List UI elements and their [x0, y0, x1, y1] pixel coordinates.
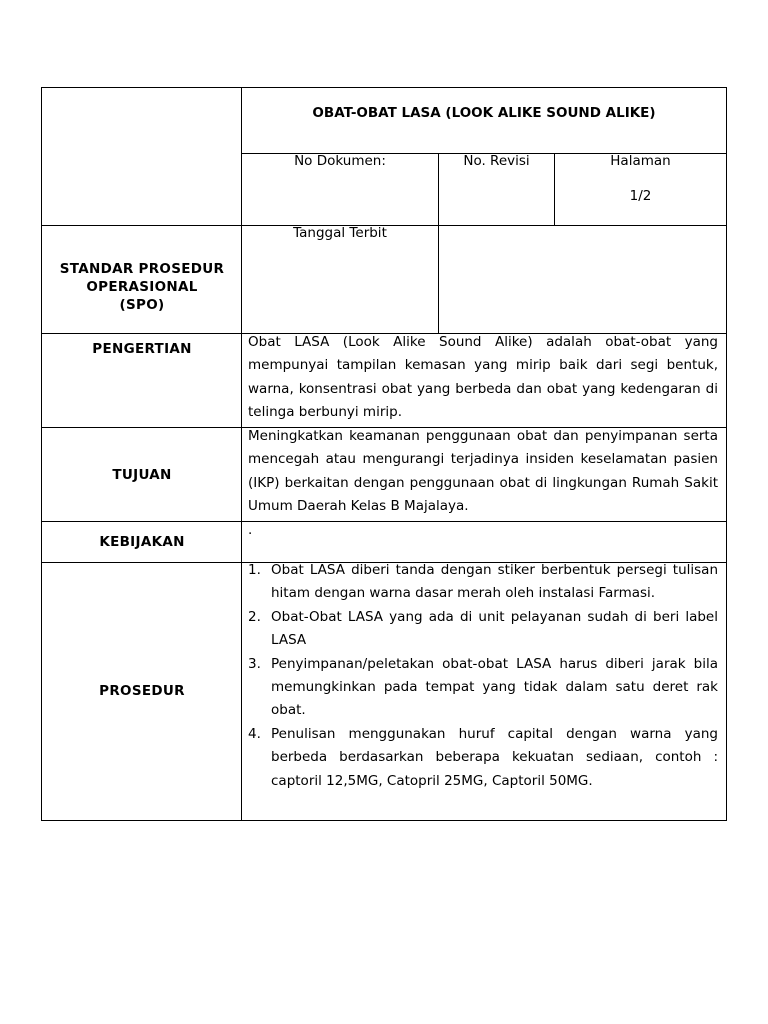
list-item: [248, 606, 718, 653]
tujuan-label: TUJUAN: [112, 467, 172, 483]
spo-document-table: [41, 87, 727, 821]
halaman-value: 1/2: [629, 188, 652, 204]
spo-line-2: OPERASIONAL: [86, 279, 198, 295]
item-text: Obat LASA diberi tanda dengan stiker berbentuk persegi tulisan hitam dengan warna dasar merah oleh instalasi Farmasi.: [271, 562, 718, 602]
no-revisi-label: No. Revisi: [463, 153, 530, 169]
item-number: 4.: [248, 725, 261, 742]
item-text: Penulisan menggunakan huruf capital dengan warna yang berbeda berdasarkan beberapa kekuatan sediaan, contoh : captoril 12,5MG, Catopril 25MG, Captoril 50MG.: [271, 725, 718, 789]
doc-col-divider-1: [438, 154, 439, 333]
list-item: [248, 559, 718, 606]
no-dokumen-label: No Dokumen:: [294, 153, 386, 169]
item-text: Penyimpanan/peletakan obat-obat LASA harus diberi jarak bila memungkinkan pada tempat yang tidak dalam satu deret rak obat.: [271, 655, 718, 719]
list-item: [248, 723, 718, 793]
kebijakan-text: .: [248, 522, 253, 538]
kebijakan-label: KEBIJAKAN: [99, 534, 185, 550]
document-title: OBAT-OBAT LASA (LOOK ALIKE SOUND ALIKE): [312, 105, 656, 121]
pengertian-label: PENGERTIAN: [92, 341, 192, 357]
prosedur-label: PROSEDUR: [99, 683, 185, 699]
pengertian-text: Obat LASA (Look Alike Sound Alike) adalah obat-obat yang mempunyai tampilan kemasan yang mirip baik dari segi bentuk, warna, konsentrasi obat yang berbeda dan obat yang kedengaran di telinga berbunyi mirip.: [248, 334, 718, 421]
tujuan-text: Meningkatkan keamanan penggunaan obat dan penyimpanan serta mencegah atau mengurangi terjadinya insiden keselamatan pasien (IKP) berkaitan dengan penggunaan obat di lingkungan Rumah Sakit Umum Daerah Kelas B Majalaya.: [248, 428, 718, 515]
item-number: 2.: [248, 608, 261, 625]
tanggal-terbit-label: Tanggal Terbit: [293, 225, 387, 241]
item-number: 1.: [248, 562, 261, 578]
prosedur-content: [248, 559, 718, 793]
item-number: 3.: [248, 655, 261, 672]
spo-label: [42, 260, 242, 314]
list-item: [248, 653, 718, 723]
prosedur-list: [248, 559, 718, 793]
item-text: Obat-Obat LASA yang ada di unit pelayanan sudah di beri label LASA: [271, 608, 718, 649]
halaman-label: Halaman: [610, 153, 671, 169]
spo-line-3: (SPO): [119, 297, 165, 313]
spo-line-1: STANDAR PROSEDUR: [59, 261, 225, 277]
